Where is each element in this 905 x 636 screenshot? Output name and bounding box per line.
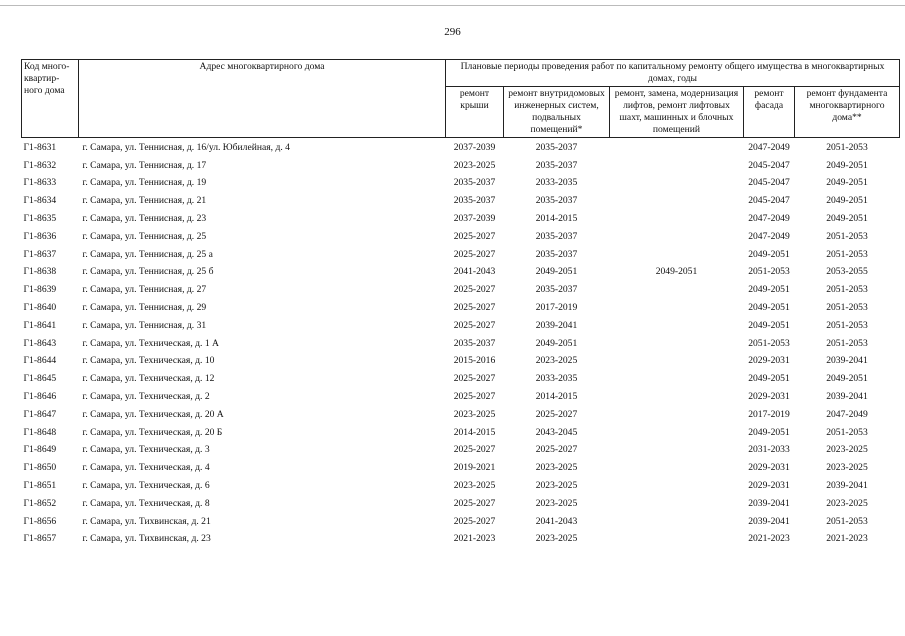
cell-code: Г1-8650 xyxy=(23,462,57,474)
cell-roof: 2023-2025 xyxy=(453,480,496,492)
cell-address: г. Самара, ул. Теннисная, д. 25 а xyxy=(82,248,213,260)
cell-address: г. Самара, ул. Техническая, д. 10 xyxy=(82,355,215,367)
cell-foundation: 2023-2025 xyxy=(826,462,868,474)
cell-engineering: 2035-2037 xyxy=(535,159,578,171)
cell-facade: 2047-2049 xyxy=(748,141,790,153)
table-row xyxy=(22,424,900,442)
cell-address: г. Самара, ул. Техническая, д. 12 xyxy=(82,373,215,385)
cell-engineering: 2035-2037 xyxy=(535,141,578,153)
cell-engineering: 2041-2043 xyxy=(535,515,578,527)
header-code: Код много-квартир-ного дома xyxy=(22,60,79,138)
cell-code: Г1-8647 xyxy=(23,408,57,420)
table-row xyxy=(22,192,900,210)
table-row xyxy=(22,335,900,353)
cell-elevators xyxy=(610,210,744,228)
table-row xyxy=(22,459,900,477)
cell-code: Г1-8631 xyxy=(23,141,57,153)
cell-foundation: 2051-2053 xyxy=(826,284,868,296)
cell-foundation: 2049-2051 xyxy=(826,373,868,385)
header-periods-group: Плановые периоды проведения работ по капитальному ремонту общего имущества в многоквартирных домах, годы xyxy=(446,60,900,87)
table-row xyxy=(22,353,900,371)
cell-engineering: 2043-2045 xyxy=(535,426,578,438)
cell-address: г. Самара, ул. Теннисная, д. 19 xyxy=(82,177,207,189)
page-number: 296 xyxy=(444,26,461,38)
cell-foundation: 2051-2053 xyxy=(826,248,868,260)
cell-roof: 2035-2037 xyxy=(453,195,496,207)
cell-elevators xyxy=(610,299,744,317)
cell-elevators xyxy=(610,531,744,549)
cell-engineering: 2023-2025 xyxy=(535,497,578,509)
cell-code: Г1-8636 xyxy=(23,230,57,242)
cell-roof: 2025-2027 xyxy=(453,373,496,385)
top-rule xyxy=(0,5,905,6)
cell-foundation: 2051-2053 xyxy=(826,426,868,438)
cell-elevators xyxy=(610,406,744,424)
cell-foundation: 2051-2053 xyxy=(826,337,868,349)
cell-roof: 2025-2027 xyxy=(453,302,496,314)
cell-foundation: 2053-2055 xyxy=(826,266,868,278)
header-engineering: ремонт внутридомовых инженерных систем, подвальных помещений* xyxy=(504,87,610,138)
cell-elevators xyxy=(610,513,744,531)
cell-code: Г1-8656 xyxy=(23,515,57,527)
cell-code: Г1-8646 xyxy=(23,391,57,403)
cell-foundation: 2039-2041 xyxy=(826,391,868,403)
header-row-1 xyxy=(22,60,900,87)
table-row xyxy=(22,175,900,193)
cell-engineering: 2023-2025 xyxy=(535,480,578,492)
cell-foundation: 2049-2051 xyxy=(826,177,868,189)
cell-elevators xyxy=(610,388,744,406)
cell-address: г. Самара, ул. Теннисная, д. 27 xyxy=(82,284,207,296)
cell-roof: 2025-2027 xyxy=(453,391,496,403)
cell-code: Г1-8639 xyxy=(23,284,57,296)
cell-facade: 2049-2051 xyxy=(748,426,790,438)
cell-address: г. Самара, ул. Техническая, д. 20 А xyxy=(82,408,224,420)
cell-facade: 2051-2053 xyxy=(748,266,790,278)
cell-elevators xyxy=(610,442,744,460)
cell-engineering: 2035-2037 xyxy=(535,195,578,207)
cell-roof: 2025-2027 xyxy=(453,230,496,242)
cell-code: Г1-8635 xyxy=(23,213,57,225)
header-facade: ремонт фасада xyxy=(744,87,795,138)
cell-engineering: 2049-2051 xyxy=(535,337,578,349)
cell-engineering: 2014-2015 xyxy=(535,213,578,225)
cell-code: Г1-8652 xyxy=(23,497,57,509)
cell-address: г. Самара, ул. Техническая, д. 3 xyxy=(82,444,210,456)
table-row xyxy=(22,442,900,460)
cell-elevators: 2049-2051 xyxy=(655,266,698,278)
cell-engineering: 2035-2037 xyxy=(535,230,578,242)
cell-address: г. Самара, ул. Теннисная, д. 21 xyxy=(82,195,207,207)
cell-code: Г1-8633 xyxy=(23,177,57,189)
cell-code: Г1-8638 xyxy=(23,266,57,278)
cell-roof: 2023-2025 xyxy=(453,408,496,420)
table-row xyxy=(22,477,900,495)
table-row xyxy=(22,531,900,549)
header-elevators: ремонт, замена, модернизация лифтов, ремонт лифтовых шахт, машинных и блочных помещений xyxy=(610,87,744,138)
cell-foundation: 2051-2053 xyxy=(826,319,868,331)
cell-elevators xyxy=(610,281,744,299)
cell-elevators xyxy=(610,335,744,353)
cell-roof: 2014-2015 xyxy=(453,426,496,438)
cell-foundation: 2039-2041 xyxy=(826,355,868,367)
table-row xyxy=(22,157,900,175)
cell-facade: 2051-2053 xyxy=(748,337,790,349)
cell-elevators xyxy=(610,495,744,513)
cell-roof: 2023-2025 xyxy=(453,159,496,171)
cell-address: г. Самара, ул. Теннисная, д. 25 xyxy=(82,230,207,242)
table-row xyxy=(22,388,900,406)
cell-elevators xyxy=(610,138,744,157)
cell-engineering: 2049-2051 xyxy=(535,266,578,278)
cell-engineering: 2033-2035 xyxy=(535,177,578,189)
cell-engineering: 2039-2041 xyxy=(535,319,578,331)
cell-address: г. Самара, ул. Техническая, д. 4 xyxy=(82,462,210,474)
cell-facade: 2049-2051 xyxy=(748,248,790,260)
cell-roof: 2015-2016 xyxy=(453,355,496,367)
cell-engineering: 2017-2019 xyxy=(535,302,578,314)
table-row xyxy=(22,406,900,424)
cell-code: Г1-8645 xyxy=(23,373,57,385)
cell-address: г. Самара, ул. Техническая, д. 1 А xyxy=(82,337,219,349)
cell-code: Г1-8641 xyxy=(23,319,57,331)
table-row xyxy=(22,370,900,388)
table-row xyxy=(22,246,900,264)
cell-code: Г1-8643 xyxy=(23,337,57,349)
cell-elevators xyxy=(610,192,744,210)
cell-address: г. Самара, ул. Техническая, д. 2 xyxy=(82,391,210,403)
cell-facade: 2031-2033 xyxy=(748,444,790,456)
cell-facade: 2029-2031 xyxy=(748,462,790,474)
capital-repair-table xyxy=(21,59,900,548)
cell-facade: 2049-2051 xyxy=(748,284,790,296)
cell-facade: 2029-2031 xyxy=(748,391,790,403)
cell-foundation: 2049-2051 xyxy=(826,159,868,171)
header-foundation: ремонт фундамента многоквартирного дома** xyxy=(795,87,900,138)
cell-code: Г1-8648 xyxy=(23,426,57,438)
table-row xyxy=(22,228,900,246)
cell-elevators xyxy=(610,424,744,442)
table-row xyxy=(22,317,900,335)
cell-roof: 2035-2037 xyxy=(453,337,496,349)
cell-facade: 2039-2041 xyxy=(748,515,790,527)
cell-elevators xyxy=(610,175,744,193)
cell-roof: 2035-2037 xyxy=(453,177,496,189)
table-row xyxy=(22,264,900,282)
cell-elevators xyxy=(610,459,744,477)
cell-address: г. Самара, ул. Техническая, д. 20 Б xyxy=(82,426,223,438)
table-row xyxy=(22,513,900,531)
cell-foundation: 2023-2025 xyxy=(826,444,868,456)
cell-code: Г1-8644 xyxy=(23,355,57,367)
table-row xyxy=(22,138,900,157)
cell-address: г. Самара, ул. Техническая, д. 6 xyxy=(82,480,210,492)
cell-engineering: 2025-2027 xyxy=(535,408,578,420)
cell-address: г. Самара, ул. Техническая, д. 8 xyxy=(82,497,210,509)
table-body xyxy=(22,138,900,549)
cell-foundation: 2051-2053 xyxy=(826,141,868,153)
cell-engineering: 2035-2037 xyxy=(535,248,578,260)
cell-address: г. Самара, ул. Тихвинская, д. 21 xyxy=(82,515,211,527)
cell-facade: 2017-2019 xyxy=(748,408,790,420)
cell-foundation: 2051-2053 xyxy=(826,302,868,314)
cell-code: Г1-8634 xyxy=(23,195,57,207)
cell-foundation: 2051-2053 xyxy=(826,515,868,527)
cell-elevators xyxy=(610,370,744,388)
cell-facade: 2029-2031 xyxy=(748,355,790,367)
cell-facade: 2045-2047 xyxy=(748,177,790,189)
cell-elevators xyxy=(610,157,744,175)
cell-foundation: 2049-2051 xyxy=(826,213,868,225)
table-row xyxy=(22,210,900,228)
cell-foundation: 2039-2041 xyxy=(826,480,868,492)
cell-roof: 2025-2027 xyxy=(453,515,496,527)
cell-address: г. Самара, ул. Теннисная, д. 16/ул. Юбилейная, д. 4 xyxy=(82,141,290,153)
header-roof: ремонт крыши xyxy=(446,87,504,138)
cell-facade: 2047-2049 xyxy=(748,213,790,225)
cell-code: Г1-8640 xyxy=(23,302,57,314)
table-row xyxy=(22,495,900,513)
cell-foundation: 2051-2053 xyxy=(826,230,868,242)
cell-foundation: 2023-2025 xyxy=(826,497,868,509)
cell-address: г. Самара, ул. Теннисная, д. 31 xyxy=(82,319,207,331)
cell-address: г. Самара, ул. Теннисная, д. 29 xyxy=(82,302,207,314)
cell-engineering: 2025-2027 xyxy=(535,444,578,456)
cell-code: Г1-8649 xyxy=(23,444,57,456)
cell-roof: 2037-2039 xyxy=(453,141,496,153)
cell-facade: 2045-2047 xyxy=(748,195,790,207)
cell-engineering: 2035-2037 xyxy=(535,284,578,296)
cell-code: Г1-8657 xyxy=(23,533,57,545)
cell-elevators xyxy=(610,317,744,335)
cell-engineering: 2023-2025 xyxy=(535,355,578,367)
cell-engineering: 2033-2035 xyxy=(535,373,578,385)
cell-roof: 2025-2027 xyxy=(453,248,496,260)
cell-foundation: 2049-2051 xyxy=(826,195,868,207)
cell-engineering: 2014-2015 xyxy=(535,391,578,403)
cell-elevators xyxy=(610,353,744,371)
header-address: Адрес многоквартирного дома xyxy=(79,60,446,138)
cell-engineering: 2023-2025 xyxy=(535,462,578,474)
cell-facade: 2045-2047 xyxy=(748,159,790,171)
cell-roof: 2025-2027 xyxy=(453,319,496,331)
cell-roof: 2019-2021 xyxy=(453,462,496,474)
table-row xyxy=(22,281,900,299)
cell-facade: 2039-2041 xyxy=(748,497,790,509)
cell-elevators xyxy=(610,246,744,264)
cell-code: Г1-8632 xyxy=(23,159,57,171)
cell-roof: 2021-2023 xyxy=(453,533,496,545)
cell-roof: 2041-2043 xyxy=(453,266,496,278)
table-row xyxy=(22,299,900,317)
cell-roof: 2025-2027 xyxy=(453,284,496,296)
cell-code: Г1-8651 xyxy=(23,480,57,492)
cell-facade: 2047-2049 xyxy=(748,230,790,242)
cell-facade: 2049-2051 xyxy=(748,373,790,385)
cell-code: Г1-8637 xyxy=(23,248,57,260)
cell-roof: 2025-2027 xyxy=(453,444,496,456)
cell-foundation: 2047-2049 xyxy=(826,408,868,420)
cell-address: г. Самара, ул. Тихвинская, д. 23 xyxy=(82,533,211,545)
cell-roof: 2025-2027 xyxy=(453,497,496,509)
cell-roof: 2037-2039 xyxy=(453,213,496,225)
cell-facade: 2029-2031 xyxy=(748,480,790,492)
cell-facade: 2049-2051 xyxy=(748,302,790,314)
cell-foundation: 2021-2023 xyxy=(826,533,868,545)
cell-address: г. Самара, ул. Теннисная, д. 23 xyxy=(82,213,207,225)
cell-address: г. Самара, ул. Теннисная, д. 17 xyxy=(82,159,207,171)
cell-engineering: 2023-2025 xyxy=(535,533,578,545)
cell-facade: 2021-2023 xyxy=(748,533,790,545)
cell-elevators xyxy=(610,228,744,246)
cell-address: г. Самара, ул. Теннисная, д. 25 б xyxy=(82,266,214,278)
cell-elevators xyxy=(610,477,744,495)
cell-facade: 2049-2051 xyxy=(748,319,790,331)
